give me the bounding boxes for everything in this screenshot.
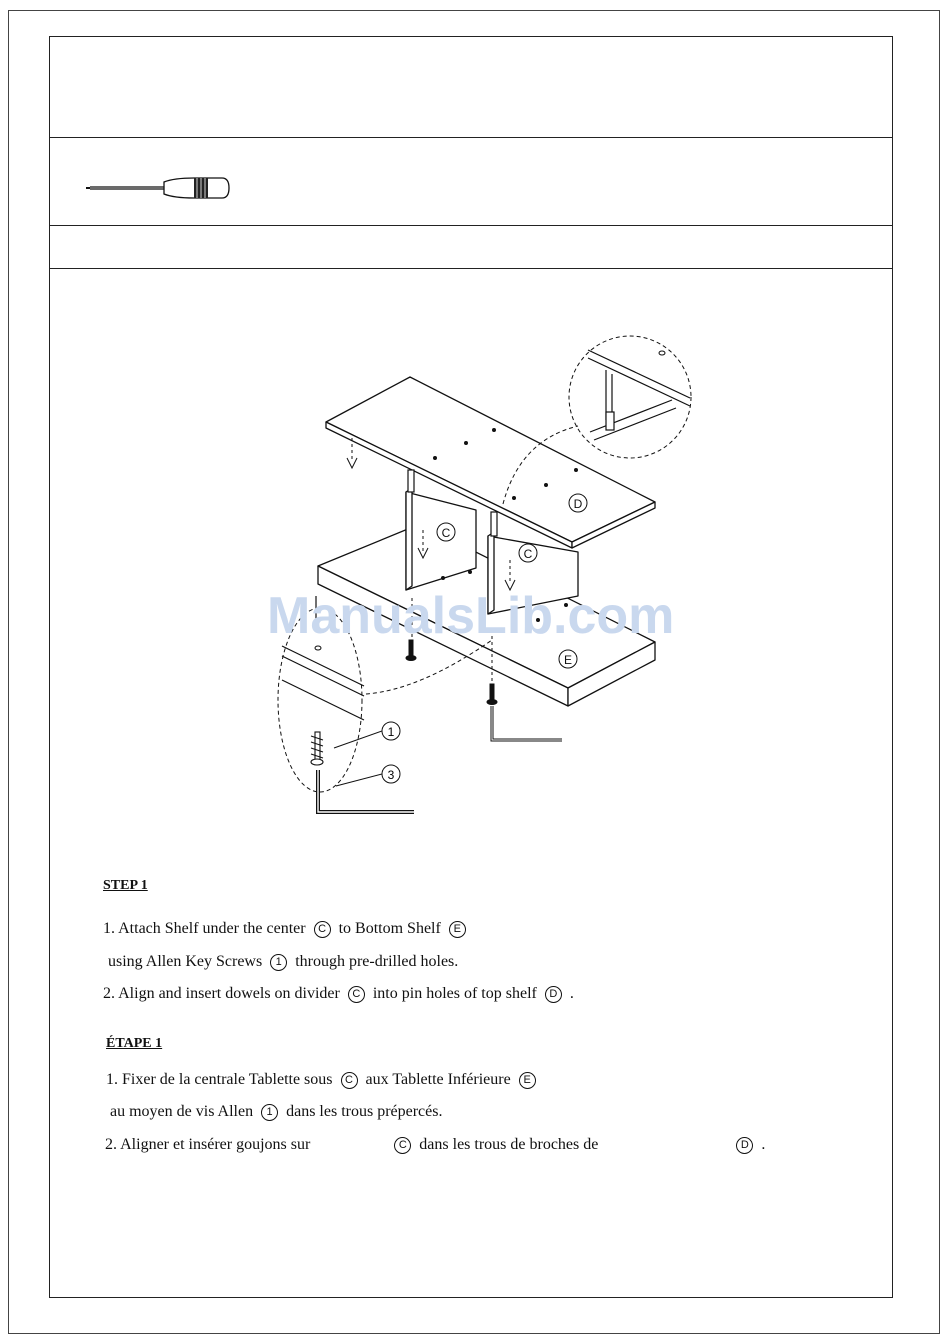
part-label-c: C (523, 547, 533, 561)
text: 2. Aligner et insérer goujons sur (105, 1136, 311, 1153)
text: dans les trous de broches de (419, 1136, 599, 1153)
text: 1. Fixer de la centrale Tablette sous (106, 1071, 333, 1088)
part-mark: D (545, 986, 562, 1003)
part-mark: 1 (270, 954, 287, 971)
text: dans les trous prépercés. (286, 1103, 443, 1120)
part-mark: C (394, 1137, 411, 1154)
step1-line3 (103, 985, 574, 1003)
text: using Allen Key Screws (108, 953, 263, 970)
part-mark: D (736, 1137, 753, 1154)
text: . (761, 1136, 766, 1153)
part-label-d: D (573, 497, 583, 511)
watermark: ManualsLib.com (267, 587, 675, 645)
text: through pre-drilled holes. (295, 953, 459, 970)
text: into pin holes of top shelf (372, 985, 537, 1002)
step1-line2 (108, 953, 458, 971)
part-mark: C (314, 921, 331, 938)
etape1-line1 (106, 1071, 540, 1089)
part-mark: 1 (261, 1104, 278, 1121)
text: au moyen de vis Allen (110, 1103, 254, 1120)
part-mark: C (341, 1072, 358, 1089)
text: to Bottom Shelf (338, 920, 441, 937)
etape1-line2 (110, 1103, 442, 1121)
part-mark: C (348, 986, 365, 1003)
text: aux Tablette Inférieure (365, 1071, 511, 1088)
step1-line1 (103, 920, 470, 938)
etape1-line3 (105, 1136, 765, 1154)
detail-circle-dowel (569, 336, 691, 458)
callout-3: 3 (387, 768, 395, 782)
part-mark: E (519, 1072, 536, 1089)
step1-heading: STEP 1 (103, 878, 148, 893)
divider-left-edge (406, 488, 412, 590)
part-mark: E (449, 921, 466, 938)
callout-1: 1 (387, 725, 395, 739)
part-label-e: E (563, 653, 573, 667)
text: . (569, 985, 574, 1002)
text: 2. Align and insert dowels on divider (103, 985, 340, 1002)
etape1-heading: ÉTAPE 1 (106, 1036, 163, 1051)
part-label-c: C (441, 526, 451, 540)
text: 1. Attach Shelf under the center (103, 920, 306, 937)
